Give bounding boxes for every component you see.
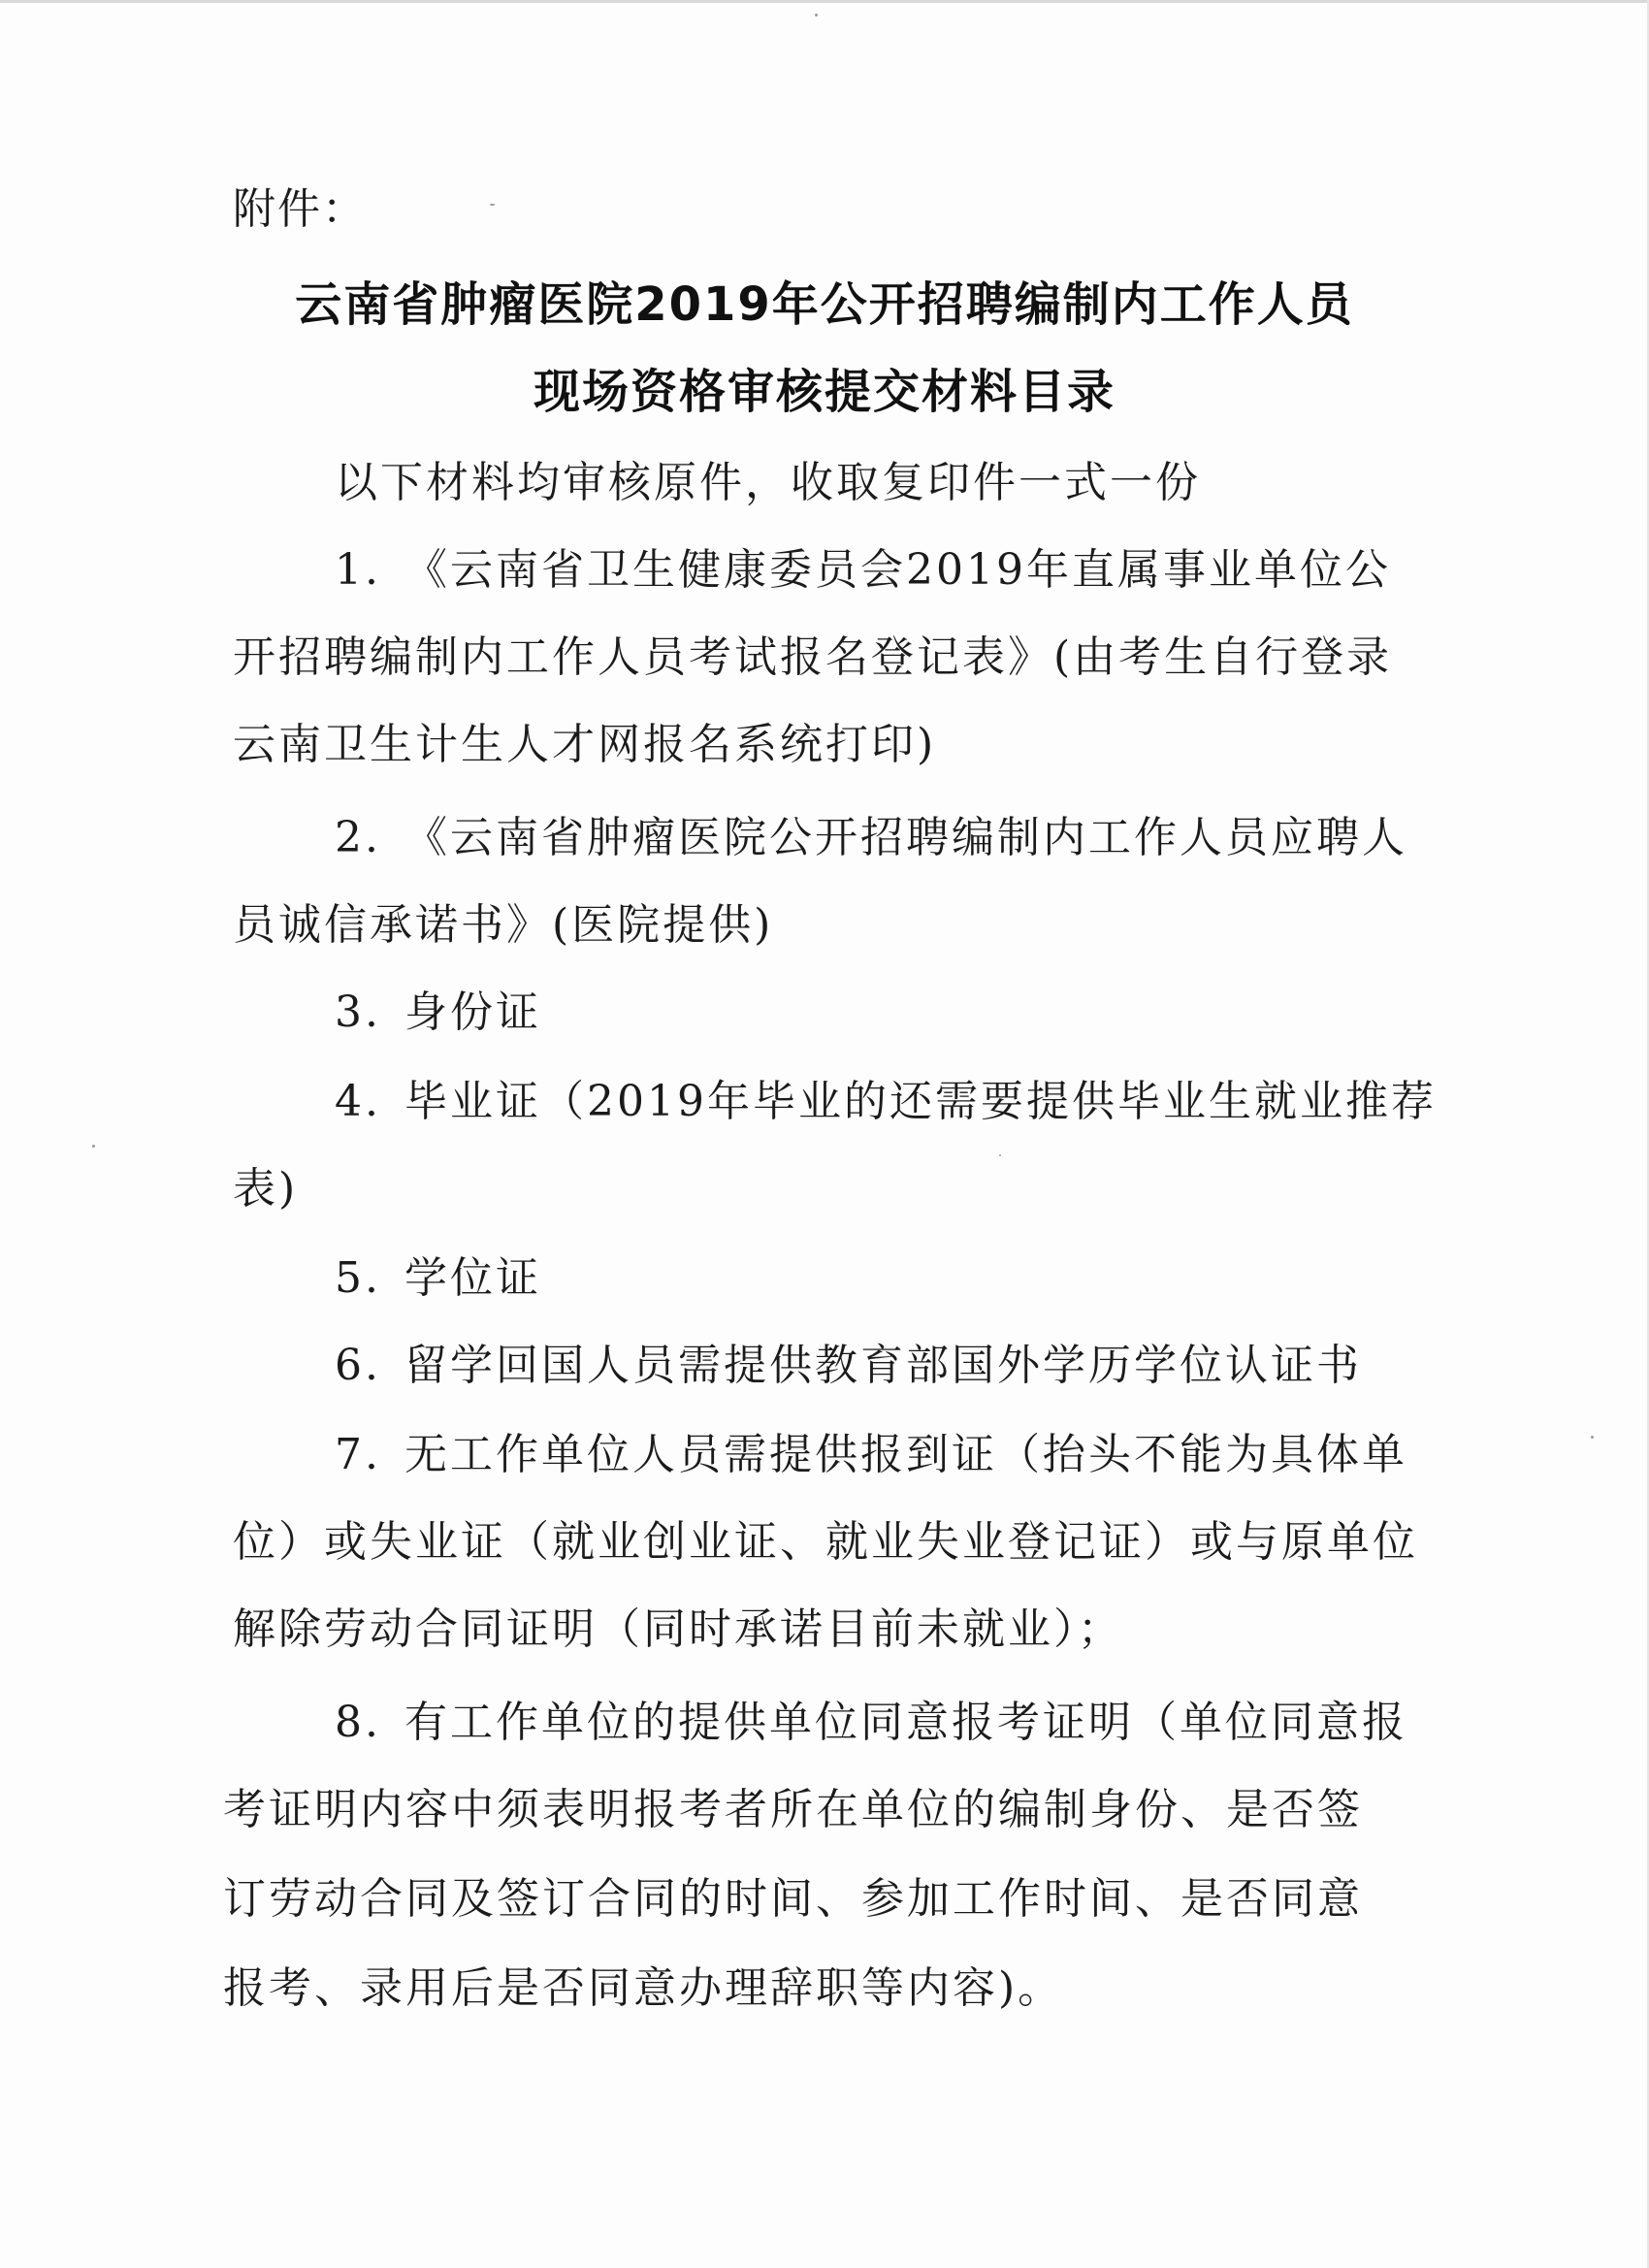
list-item-3-line-1: [335, 984, 541, 1042]
list-item-8-line-2: 考证明内容中须表明报考者所在单位的编制身份、是否签: [223, 1785, 1363, 1834]
list-item-number: 5.: [335, 1253, 381, 1303]
list-item-text: 无工作单位人员需提供报到证（抬头不能为具体单: [404, 1430, 1407, 1479]
list-item-7-line-1: [335, 1426, 1407, 1484]
list-item-1-line-3: 云南卫生计生人才网报名系统打印): [233, 720, 937, 769]
list-item-4-line-2: 表): [233, 1164, 299, 1214]
list-item-1-line-1: [335, 541, 1391, 599]
scan-edge-top: [0, 0, 1649, 3]
scan-speck: [490, 204, 495, 206]
list-item-8-line-4: 报考、录用后是否同意办理辞职等内容)。: [223, 1963, 1064, 2013]
list-item-8-line-1: [335, 1694, 1407, 1752]
list-item-6-line-1: [335, 1337, 1362, 1395]
list-item-number: 6.: [335, 1341, 381, 1390]
list-item-7-line-2: 位）或失业证（就业创业证、就业失业登记证）或与原单位: [233, 1517, 1418, 1567]
scan-speck: [92, 1145, 95, 1148]
document-title-line-2: 现场资格审核提交材料目录: [533, 365, 1116, 419]
list-item-number: 3.: [335, 988, 381, 1037]
list-item-text: 毕业证（2019年毕业的还需要提供毕业生就业推荐: [404, 1077, 1437, 1126]
list-item-number: 8.: [335, 1698, 381, 1747]
list-item-number: 2.: [335, 813, 381, 862]
list-item-text: 《云南省卫生健康委员会2019年直属事业单位公: [404, 545, 1391, 595]
list-item-1-line-2: 开招聘编制内工作人员考试报名登记表》(由考生自行登录: [233, 632, 1393, 682]
list-item-number: 1.: [335, 545, 381, 595]
list-item-5-line-1: [335, 1249, 541, 1308]
document-title-line-1: 云南省肿瘤医院2019年公开招聘编制内工作人员: [295, 277, 1354, 332]
list-item-2-line-1: [335, 809, 1407, 867]
list-item-number: 4.: [335, 1077, 381, 1126]
list-item-text: 《云南省肿瘤医院公开招聘编制内工作人员应聘人: [404, 813, 1407, 862]
list-item-number: 7.: [335, 1430, 381, 1479]
list-item-7-line-3: 解除劳动合同证明（同时承诺目前未就业）；: [233, 1604, 1123, 1654]
list-item-text: 学位证: [404, 1253, 541, 1303]
list-item-2-line-2: 员诚信承诺书》(医院提供): [233, 900, 774, 950]
scan-speck: [999, 1154, 1001, 1156]
list-item-text: 有工作单位的提供单位同意报考证明（单位同意报: [404, 1698, 1407, 1747]
scan-speck: [1591, 1436, 1594, 1439]
attachment-label: 附件：: [233, 184, 367, 234]
list-item-8-line-3: 订劳动合同及签订合同的时间、参加工作时间、是否同意: [223, 1874, 1363, 1924]
scan-speck: [815, 14, 818, 16]
list-item-text: 身份证: [404, 988, 541, 1037]
intro-text: 以下材料均审核原件，收取复印件一式一份: [335, 458, 1201, 507]
list-item-text: 留学回国人员需提供教育部国外学历学位认证书: [404, 1341, 1362, 1390]
list-item-4-line-1: [335, 1073, 1437, 1131]
